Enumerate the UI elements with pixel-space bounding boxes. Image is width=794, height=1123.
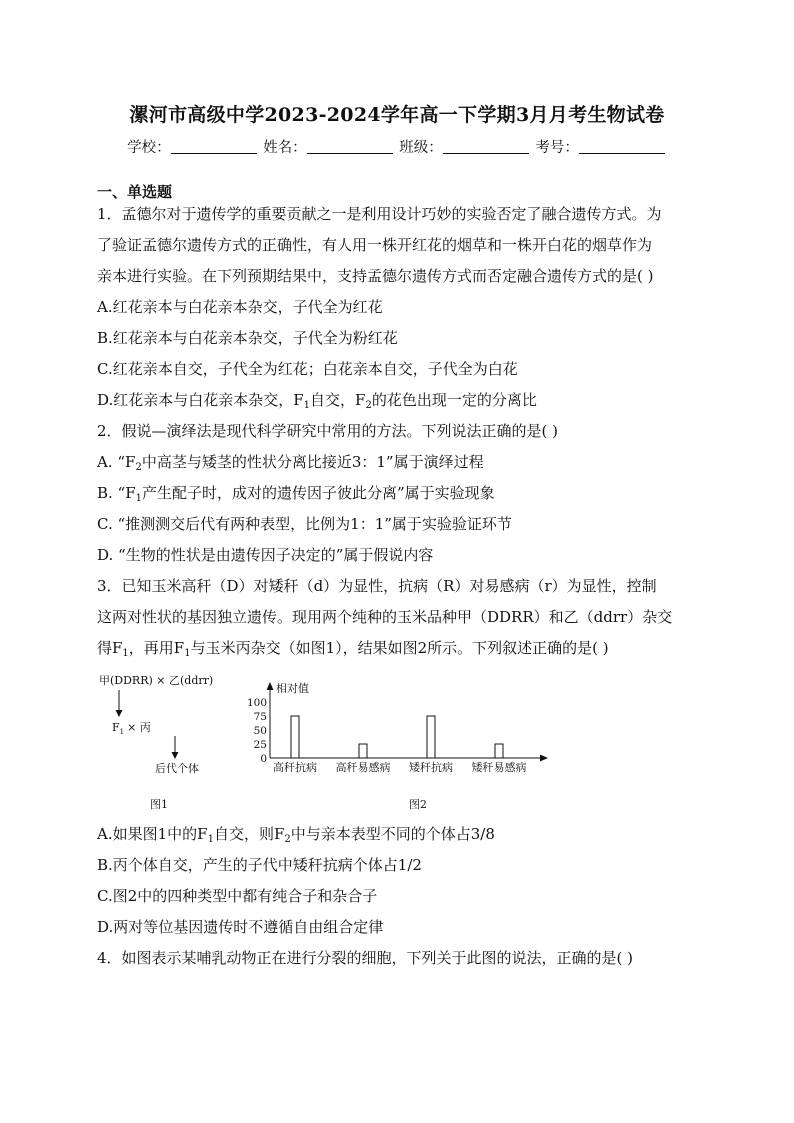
q1-option-c[interactable]: C.红花亲本自交，子代全为红花；白花亲本自交，子代全为白花: [97, 360, 518, 378]
x-tick-label: 矮秆易感病: [471, 761, 527, 774]
q4-stem: 4．如图表示某哺乳动物正在进行分裂的细胞，下列关于此图的说法，正确的是( ): [97, 949, 634, 967]
figure-2-bar-chart: [246, 678, 556, 818]
q3-stem-line-1: 3．已知玉米高秆（D）对矮秆（d）为显性，抗病（R）对易感病（r）为显性，控制: [97, 577, 657, 595]
y-tick-label: 25: [253, 739, 267, 751]
y-tick-label: 75: [253, 711, 267, 723]
y-axis-arrowhead: [267, 682, 274, 690]
class-label: 班级：: [399, 140, 443, 156]
x-tick-label: 高秆易感病: [335, 761, 391, 774]
q1-option-b[interactable]: B.红花亲本与白花亲本杂交，子代全为粉红花: [97, 329, 398, 347]
student-info-row: [0, 136, 794, 157]
fig1-parents: 甲(DDRR) × 乙(ddrr): [99, 674, 214, 687]
school-blank[interactable]: [171, 139, 257, 154]
fig1-arrowhead-2: [172, 752, 179, 759]
y-tick-label: 100: [246, 697, 267, 709]
y-tick-label: 0: [260, 753, 267, 765]
q2-option-a[interactable]: A. “$F_2$中高茎与矮茎的性状分离比接近3：1”属于演绎过程: [97, 453, 484, 473]
y-tick-label: 50: [253, 725, 267, 737]
x-tick-label: 高秆抗病: [273, 761, 317, 774]
x-tick-label: 矮秆抗病: [409, 761, 453, 774]
q3-option-d[interactable]: D.两对等位基因遗传时不遵循自由组合定律: [97, 918, 384, 936]
q1-option-d[interactable]: D.红花亲本与白花亲本杂交，$F_1$自交，$F_2$的花色出现一定的分离比: [97, 391, 537, 411]
exam-number-blank[interactable]: [579, 139, 665, 154]
name-label: 姓名：: [263, 140, 307, 156]
fig1-caption: 图1: [150, 798, 168, 811]
q2-stem: 2．假说—演绎法是现代科学研究中常用的方法。下列说法正确的是( ): [97, 422, 559, 440]
q1-stem-line-1: 1．孟德尔对于遗传学的重要贡献之一是利用设计巧妙的实验否定了融合遗传方式。为: [97, 205, 662, 223]
exam-number-label: 考号：: [535, 140, 579, 156]
bar: [427, 716, 435, 758]
q3-stem-line-3: 得$F_1$，再用$F_1$与玉米丙杂交（如图1），结果如图2所示。下列叙述正确的是( ): [97, 639, 609, 659]
section-title: 一、单选题: [97, 183, 173, 201]
page-title: 漯河市高级中学2023-2024学年高一下学期3月月考生物试卷: [129, 104, 665, 126]
bar: [291, 716, 299, 758]
q1-stem-line-3: 亲本进行实验。在下列预期结果中，支持孟德尔遗传方式而否定融合遗传方式的是( ): [97, 267, 654, 285]
figure-1-cross-diagram: [93, 670, 243, 820]
fig1-offspring: 后代个体: [155, 762, 199, 775]
q2-option-b[interactable]: B. “$F_1$产生配子时，成对的遗传因子彼此分离”属于实验现象: [97, 484, 495, 504]
bar: [359, 744, 367, 758]
fig1-f1: $F_1$ × 丙: [112, 721, 151, 736]
bar: [495, 744, 503, 758]
q3-option-a[interactable]: A.如果图1中的$F_1$自交，则$F_2$中与亲本表型不同的个体占3/8: [97, 825, 495, 845]
q1-option-a[interactable]: A.红花亲本与白花亲本杂交，子代全为红花: [97, 298, 383, 316]
q2-option-d[interactable]: D. “生物的性状是由遗传因子决定的”属于假说内容: [97, 546, 434, 564]
q1-stem-line-2: 了验证孟德尔遗传方式的正确性，有人用一株开红花的烟草和一株开白花的烟草作为: [97, 236, 653, 254]
y-axis-label: 相对值: [276, 682, 309, 695]
q3-option-b[interactable]: B.丙个体自交，产生的子代中矮秆抗病个体占1/2: [97, 856, 422, 874]
q2-option-c[interactable]: C. “推测测交后代有两种表型，比例为1：1”属于实验验证环节: [97, 515, 512, 533]
x-axis-arrowhead: [540, 755, 548, 762]
fig2-caption: 图2: [409, 798, 427, 811]
class-blank[interactable]: [443, 139, 529, 154]
fig1-arrowhead-1: [116, 710, 123, 717]
school-label: 学校：: [127, 140, 171, 156]
q3-option-c[interactable]: C.图2中的四种类型中都有纯合子和杂合子: [97, 887, 378, 905]
q3-stem-line-2: 这两对性状的基因独立遗传。现用两个纯种的玉米品种甲（DDRR）和乙（ddrr）杂交: [97, 608, 673, 626]
name-blank[interactable]: [307, 139, 393, 154]
